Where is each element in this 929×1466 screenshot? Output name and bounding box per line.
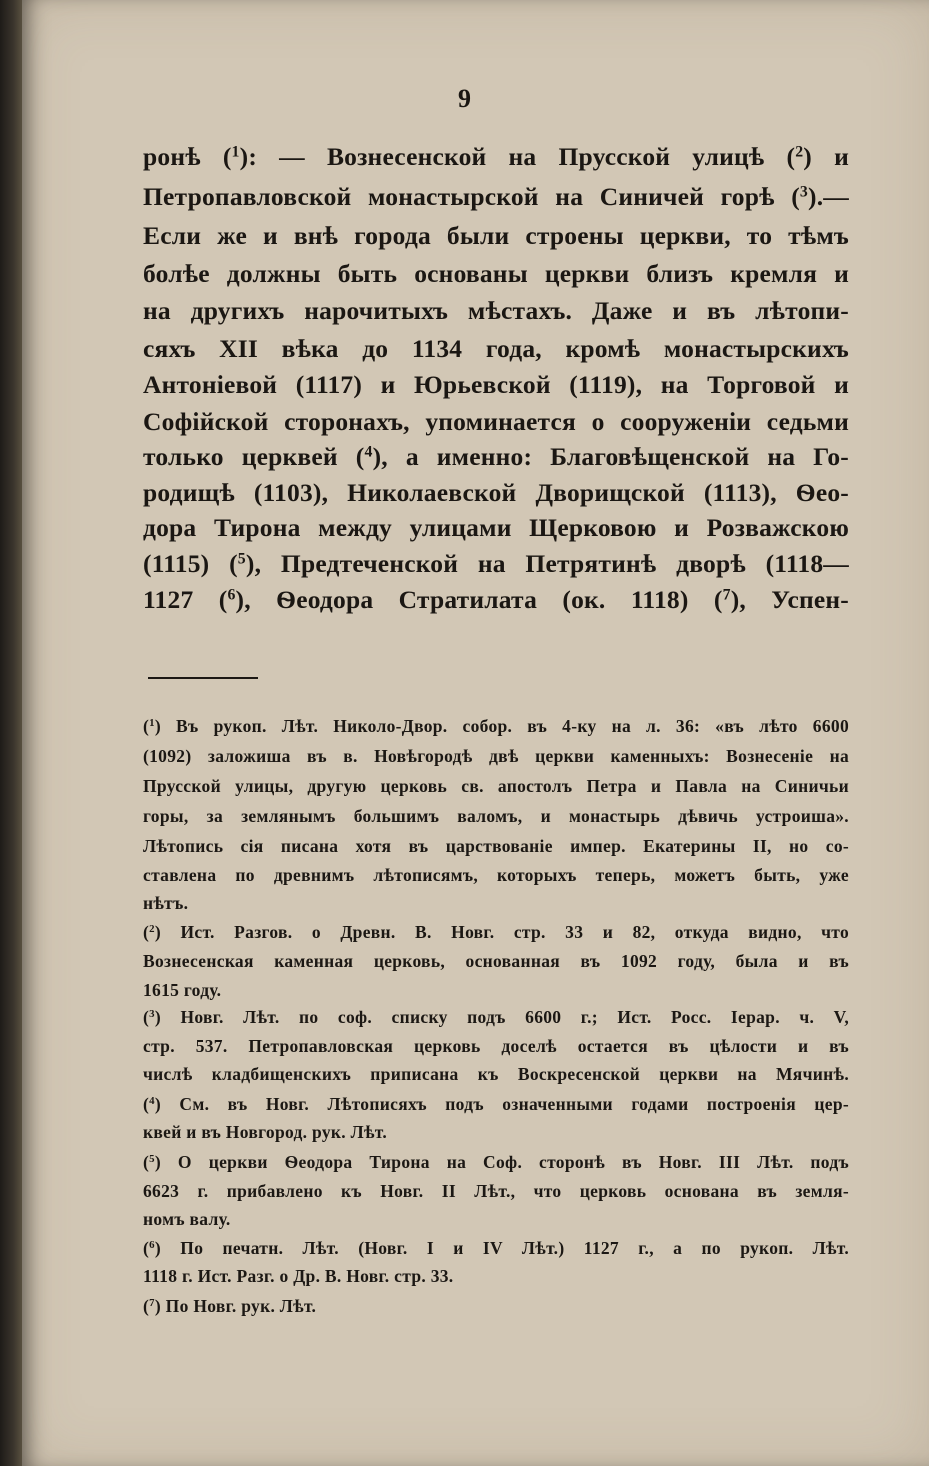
footnote-1-line: Прусской улицы, другую церковь св. апостолъ Петра и Павла на Синичьи <box>143 776 849 796</box>
text-line: Если же и внѣ города были строены церкви, то тѣмъ <box>143 221 849 250</box>
text-line: (1115) ($^5$), Предтеченской на Петрятинѣ дворѣ (1118— <box>143 549 849 578</box>
footnote-4-line: ($^4$) См. въ Новг. Лѣтописяхъ подъ означенными годами построенія цер- <box>143 1094 849 1114</box>
footnote-1-line: (1092) заложиша въ в. Новѣгородѣ двѣ церкви каменныхъ: Вознесеніе на <box>143 746 849 766</box>
text-line: родищѣ (1103), Николаевской Дворищской (1113), Ѳео- <box>143 478 849 507</box>
footnote-1-line: ставлена по древнимъ лѣтописямъ, которыхъ теперь, можетъ быть, уже <box>143 865 849 885</box>
footnote-1-line: нѣтъ. <box>143 893 189 913</box>
text-line: сяхъ XII вѣка до 1134 года, кромѣ монастырскихъ <box>143 334 849 363</box>
footnote-2-line: Вознесенская каменная церковь, основанная въ 1092 году, была и въ <box>143 951 849 971</box>
footnote-6-line: 1118 г. Ист. Разг. о Др. В. Новг. стр. 33. <box>143 1266 454 1286</box>
text-line: только церквей ($^4$), а именно: Благовѣщенской на Го- <box>143 442 849 471</box>
text-line: ронѣ ($^1$): — Вознесенской на Прусской улицѣ ($^2$) и <box>143 142 849 171</box>
text-line: на другихъ нарочитыхъ мѣстахъ. Даже и въ лѣтопи- <box>143 296 849 325</box>
text-line: дора Тирона между улицами Щерковою и Розважскою <box>143 513 849 542</box>
footnote-1-line: горы, за землянымъ большимъ валомъ, и монастырь дѣвичь устроиша». <box>143 806 849 826</box>
footnote-6-line: ($^6$) По печатн. Лѣт. (Новг. I и IV Лѣт.) 1127 г., а по рукоп. Лѣт. <box>143 1238 849 1258</box>
footnote-2-line: ($^2$) Ист. Разгов. о Древн. В. Новг. стр. 33 и 82, откуда видно, что <box>143 922 849 942</box>
page-number: 9 <box>458 84 471 113</box>
footnote-separator <box>148 677 258 679</box>
footnote-5-line: номъ валу. <box>143 1209 231 1229</box>
footnote-1-line: ($^1$) Въ рукоп. Лѣт. Николо-Двор. собор. въ 4-ку на л. 36: «въ лѣто 6600 <box>143 716 849 736</box>
text-line: болѣе должны быть основаны церкви близъ кремля и <box>143 259 849 288</box>
text-line: Антоніевой (1117) и Юрьевской (1119), на Торговой и <box>143 370 849 399</box>
footnote-5-line: 6623 г. прибавлено къ Новг. II Лѣт., что церковь основана въ земля- <box>143 1181 849 1201</box>
text-line: 1127 ($^6$), Ѳеодора Стратилата (ок. 1118) ($^7$), Успен- <box>143 585 849 614</box>
footnote-2-line: 1615 году. <box>143 980 222 1000</box>
footnote-5-line: ($^5$) О церкви Ѳеодора Тирона на Соф. сторонѣ въ Новг. III Лѣт. подъ <box>143 1152 849 1172</box>
footnote-1-line: Лѣтопись сія писана хотя въ царствованіе импер. Екатерины II, но со- <box>143 836 849 856</box>
text-line: Софійской сторонахъ, упоминается о сооруженіи седьми <box>143 407 849 436</box>
text-line: Петропавловской монастырской на Синичей горѣ ($^3$).— <box>143 182 849 211</box>
footnote-4-line: квей и въ Новгород. рук. Лѣт. <box>143 1122 388 1142</box>
footnote-3-line: числѣ кладбищенскихъ приписана къ Воскресенской церкви на Мячинѣ. <box>143 1064 849 1084</box>
footnote-3-line: стр. 537. Петропавловская церковь доселѣ остается въ цѣлости и въ <box>143 1036 849 1056</box>
footnote-3-line: ($^3$) Новг. Лѣт. по соф. списку подъ 6600 г.; Ист. Росс. Іерар. ч. V, <box>143 1007 849 1027</box>
book-spine-shadow <box>0 0 22 1466</box>
footnote-7-line: ($^7$) По Новг. рук. Лѣт. <box>143 1296 317 1316</box>
